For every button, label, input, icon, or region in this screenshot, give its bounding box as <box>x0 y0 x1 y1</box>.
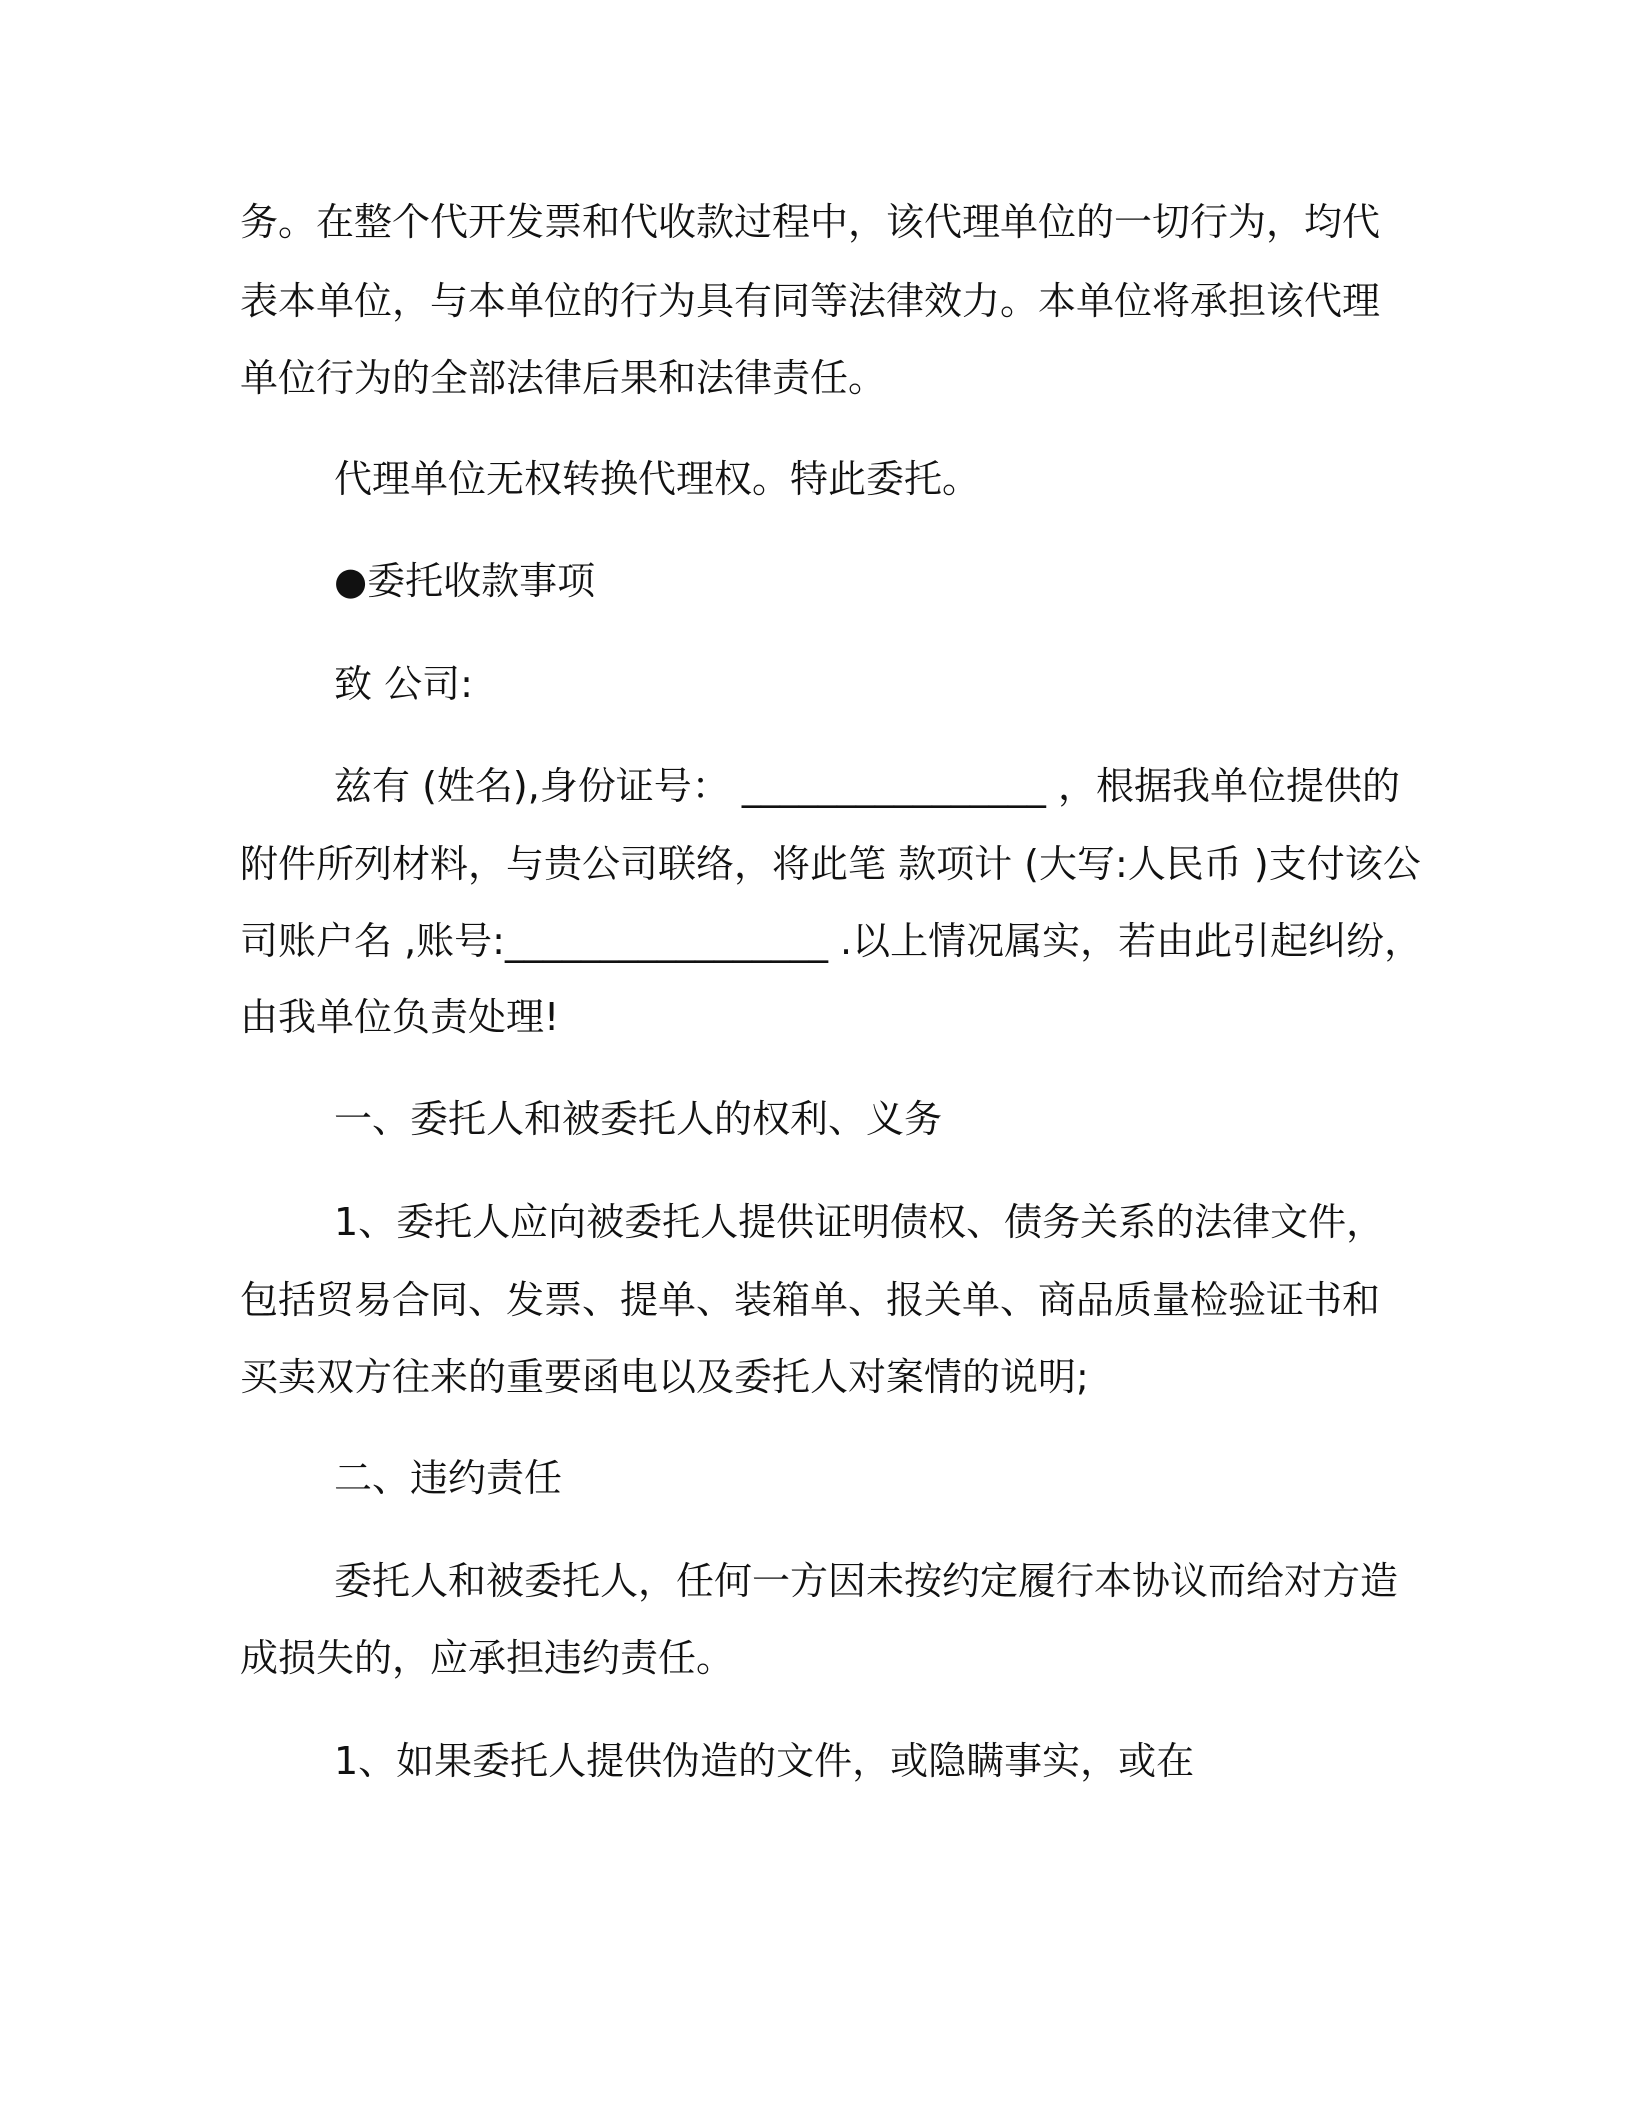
paragraph-payment-authorization-line-3: 司账户名 ,账号:_________________ .以上情况属实，若由此引起纠纷， <box>240 919 1423 963</box>
section-1-item-1-line-1: 1、委托人应向被委托人提供证明债权、债务关系的法律文件， <box>334 1200 1385 1244</box>
section-2-paragraph-line-1: 委托人和被委托人，任何一方因未按约定履行本协议而给对方造 <box>334 1559 1399 1603</box>
paragraph-agency-effect-line-2: 表本单位，与本单位的行为具有同等法律效力。本单位将承担该代理 <box>240 279 1381 323</box>
heading-entrusted-collection: ●委托收款事项 <box>334 559 596 603</box>
section-1-item-1-line-3: 买卖双方往来的重要函电以及委托人对案情的说明; <box>240 1355 1089 1399</box>
section-1-heading: 一、委托人和被委托人的权利、义务 <box>334 1097 943 1141</box>
section-2-paragraph-line-2: 成损失的，应承担违约责任。 <box>240 1636 735 1680</box>
paragraph-agency-effect-line-1: 务。在整个代开发票和代收款过程中，该代理单位的一切行为，均代 <box>240 200 1381 244</box>
paragraph-agency-effect-line-3: 单位行为的全部法律后果和法律责任。 <box>240 356 887 400</box>
paragraph-payment-authorization-line-1: 兹有 (姓名),身份证号： ________________ ，根据我单位提供的 <box>334 764 1400 808</box>
section-2-item-1-line-1: 1、如果委托人提供伪造的文件，或隐瞒事实，或在 <box>334 1739 1195 1783</box>
paragraph-no-transfer: 代理单位无权转换代理权。特此委托。 <box>334 457 981 501</box>
paragraph-payment-authorization-line-4: 由我单位负责处理! <box>240 995 560 1039</box>
salutation-to-company: 致 公司: <box>334 662 473 706</box>
paragraph-payment-authorization-line-2: 附件所列材料，与贵公司联络，将此笔 款项计 (大写:人民币 )支付该公 <box>240 842 1421 886</box>
section-1-item-1-line-2: 包括贸易合同、发票、提单、装箱单、报关单、商品质量检验证书和 <box>240 1278 1381 1322</box>
section-2-heading: 二、违约责任 <box>334 1456 563 1500</box>
